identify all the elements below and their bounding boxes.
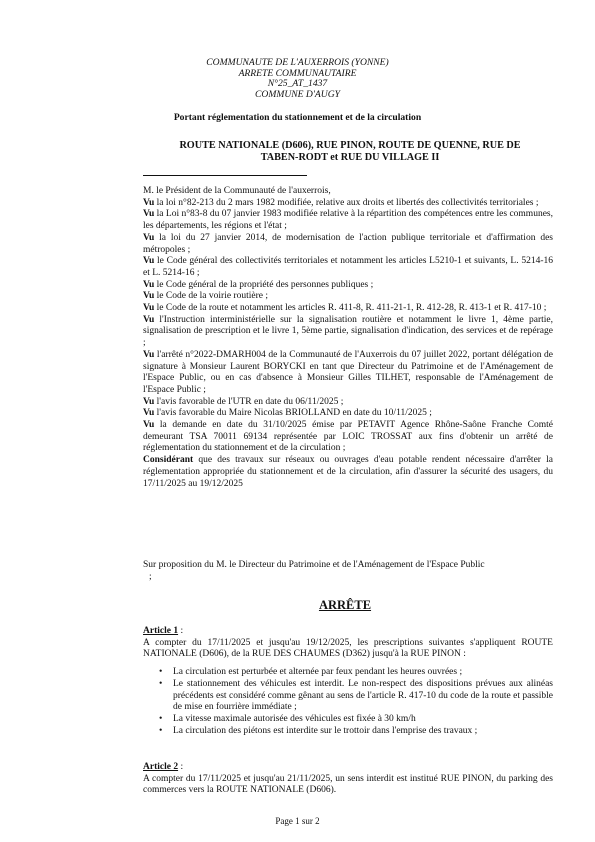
- article-1-bullet: • La vitesse maximale autorisée des véhicules est fixée à 30 km/h: [173, 714, 553, 726]
- consideration-lead: Vu: [143, 420, 155, 431]
- consideration-paragraph: [143, 186, 553, 198]
- consideration-paragraph: [143, 397, 553, 409]
- article-1-bullet: • La circulation des piétons est interdite sur le trottoir dans l'emprise des travaux ;: [173, 726, 553, 738]
- proposal-text: Sur proposition du M. le Directeur du Patrimoine et de l'Aménagement de l'Espace Public: [143, 560, 485, 570]
- consideration-text: le Code de la route et notamment les articles R. 411-8, R. 411-21-1, R. 412-28, R. 413-1 et R. 417-10 ;: [154, 303, 547, 314]
- header-line-3: N°25_AT_1437: [267, 78, 328, 89]
- consideration-lead: Vu: [143, 396, 155, 407]
- consideration-lead: Vu: [143, 256, 155, 267]
- article-1-title-suffix: :: [178, 626, 184, 636]
- page-number: Page 1 sur 2: [275, 816, 320, 826]
- consideration-text: la loi n°82-213 du 2 mars 1982 modifiée, relative aux droits et libertés des collectivités territoriales ;: [154, 197, 539, 208]
- consideration-lead: Vu: [143, 314, 155, 325]
- consideration-lead: Vu: [143, 349, 155, 360]
- consideration-text: la demande en date du 31/10/2025 émise par PETAVIT Agence Rhône-Saône Franche Comté demeurant TSA 70011 69134 représentée par LOIC TROSSAT aux fins d'obtenir un arrêté de réglementation du stationnement et de la circulation ;: [143, 420, 553, 454]
- arrete-heading: ARRÊTE: [318, 598, 372, 612]
- proposal-paragraph: [143, 560, 553, 583]
- article-2-title: Article 2: [143, 762, 179, 772]
- consideration-paragraph: [143, 420, 553, 455]
- consideration-text: le Code de la voirie routière ;: [154, 291, 268, 302]
- header-line-1: COMMUNAUTE DE L'AUXERROIS (YONNE): [206, 57, 389, 68]
- title-line-2: TABEN-RODT et RUE DU VILLAGE II: [260, 152, 440, 163]
- consideration-lead: Vu: [143, 291, 155, 302]
- consideration-text: l'avis favorable de l'UTR en date du 06/11/2025 ;: [154, 396, 344, 407]
- consideration-text: l'Instruction interministérielle sur la signalisation routière et notamment le livre 1, 4ème partie, signalisation de prescription et le livre 1, 5ème partie, signalisation d'indication, des services et de repérage ;: [143, 314, 553, 349]
- title-line-1: ROUTE NATIONALE (D606), RUE PINON, ROUTE DE QUENNE, RUE DE: [179, 140, 521, 151]
- consideration-lead: Vu: [143, 279, 155, 290]
- consideration-lead: Vu: [143, 209, 155, 220]
- consideration-paragraph: [143, 315, 553, 350]
- consideration-text: que des travaux sur réseaux ou ouvrages d'eau potable rendent nécessaire d'arrêter la réglementation appropriée du stationnement et de la circulation, afin d'assurer la sécurité des usagers, du 17/11/2025 au 19/12/2025: [143, 455, 553, 489]
- document-subtitle: Portant réglementation du stationnement et de la circulation: [173, 112, 422, 123]
- consideration-lead: Vu: [143, 408, 155, 419]
- article-1-bullet-list: [143, 667, 553, 737]
- consideration-paragraph: [143, 350, 553, 397]
- consideration-text: le Code général des collectivités territoriales et notamment les articles L5210-1 et suivants, L. 5214-16 et L. 5214-16 ;: [143, 256, 553, 278]
- article-1: [143, 626, 553, 737]
- consideration-paragraph: [143, 198, 553, 210]
- consideration-text: l'avis favorable du Maire Nicolas BRIOLLAND en date du 10/11/2025 ;: [154, 408, 432, 419]
- consideration-paragraph: [143, 303, 553, 315]
- consideration-paragraph: [143, 408, 553, 420]
- considerations-block: [143, 186, 553, 490]
- consideration-paragraph: [143, 280, 553, 292]
- consideration-paragraph: [143, 209, 553, 232]
- title-divider: [143, 175, 307, 176]
- article-2-text: A compter du 17/11/2025 et jusqu'au 21/11/2025, un sens interdit est institué RUE PINON, du parking des commerces vers la ROUTE NATIONALE (D606).: [143, 773, 553, 796]
- consideration-text: la loi du 27 janvier 2014, de modernisation de l'action publique territoriale et d'affirmation des métropoles ;: [143, 232, 553, 255]
- article-1-title: Article 1: [143, 626, 179, 636]
- document-header: [0, 58, 595, 100]
- document-title: [150, 140, 550, 164]
- consideration-text: le Code général de la propriété des personnes publiques ;: [154, 279, 374, 290]
- header-line-2: ARRETE COMMUNAUTAIRE: [238, 67, 357, 79]
- consideration-paragraph: [143, 455, 553, 490]
- header-line-4: COMMUNE D'AUGY: [255, 88, 340, 100]
- proposal-end: ;: [149, 571, 152, 582]
- article-1-bullet: • La circulation est perturbée et alternée par feux pendant les heures ouvrées ;: [173, 667, 553, 679]
- article-1-bullet: • Le stationnement des véhicules est interdit. Le non-respect des dispositions prévues aux alinéas précédents est considéré comme gênant au sens de l'article R. 417-10 du code de la route et passible de mise en fourrière immédiate ;: [173, 679, 553, 714]
- consideration-text: M. le Président de la Communauté de l'auxerrois,: [143, 186, 331, 196]
- consideration-text: la Loi n°83-8 du 07 janvier 1983 modifiée relative à la répartition des compétences entre les communes, les départements, les régions et l'état ;: [143, 209, 553, 232]
- article-2-title-suffix: :: [178, 762, 184, 772]
- consideration-paragraph: [143, 233, 553, 256]
- consideration-paragraph: [143, 256, 553, 279]
- consideration-lead: Vu: [143, 197, 155, 208]
- consideration-lead: Considérant: [143, 455, 194, 466]
- article-1-intro: A compter du 17/11/2025 et jusqu'au 19/12/2025, les prescriptions suivantes s'appliquent ROUTE NATIONALE (D606), de la RUE DES CHAUMES (D362) jusqu'à la RUE PINON :: [143, 637, 553, 660]
- article-2: [143, 762, 553, 797]
- consideration-text: l'arrêté n°2022-DMARH004 de la Communauté de l'Auxerrois du 07 juillet 2022, portant délégation de signature à Monsieur Laurent BORYCKI en tant que Directeur du Patrimoine et de l'Aménagement de l'Espace Public, ou en cas d'absence à Monsieur Gilles TILHET, responsable de l'Aménagement de l'Espace Public ;: [143, 349, 553, 395]
- consideration-paragraph: [143, 291, 553, 303]
- consideration-lead: Vu: [143, 232, 155, 243]
- consideration-lead: Vu: [143, 303, 155, 314]
